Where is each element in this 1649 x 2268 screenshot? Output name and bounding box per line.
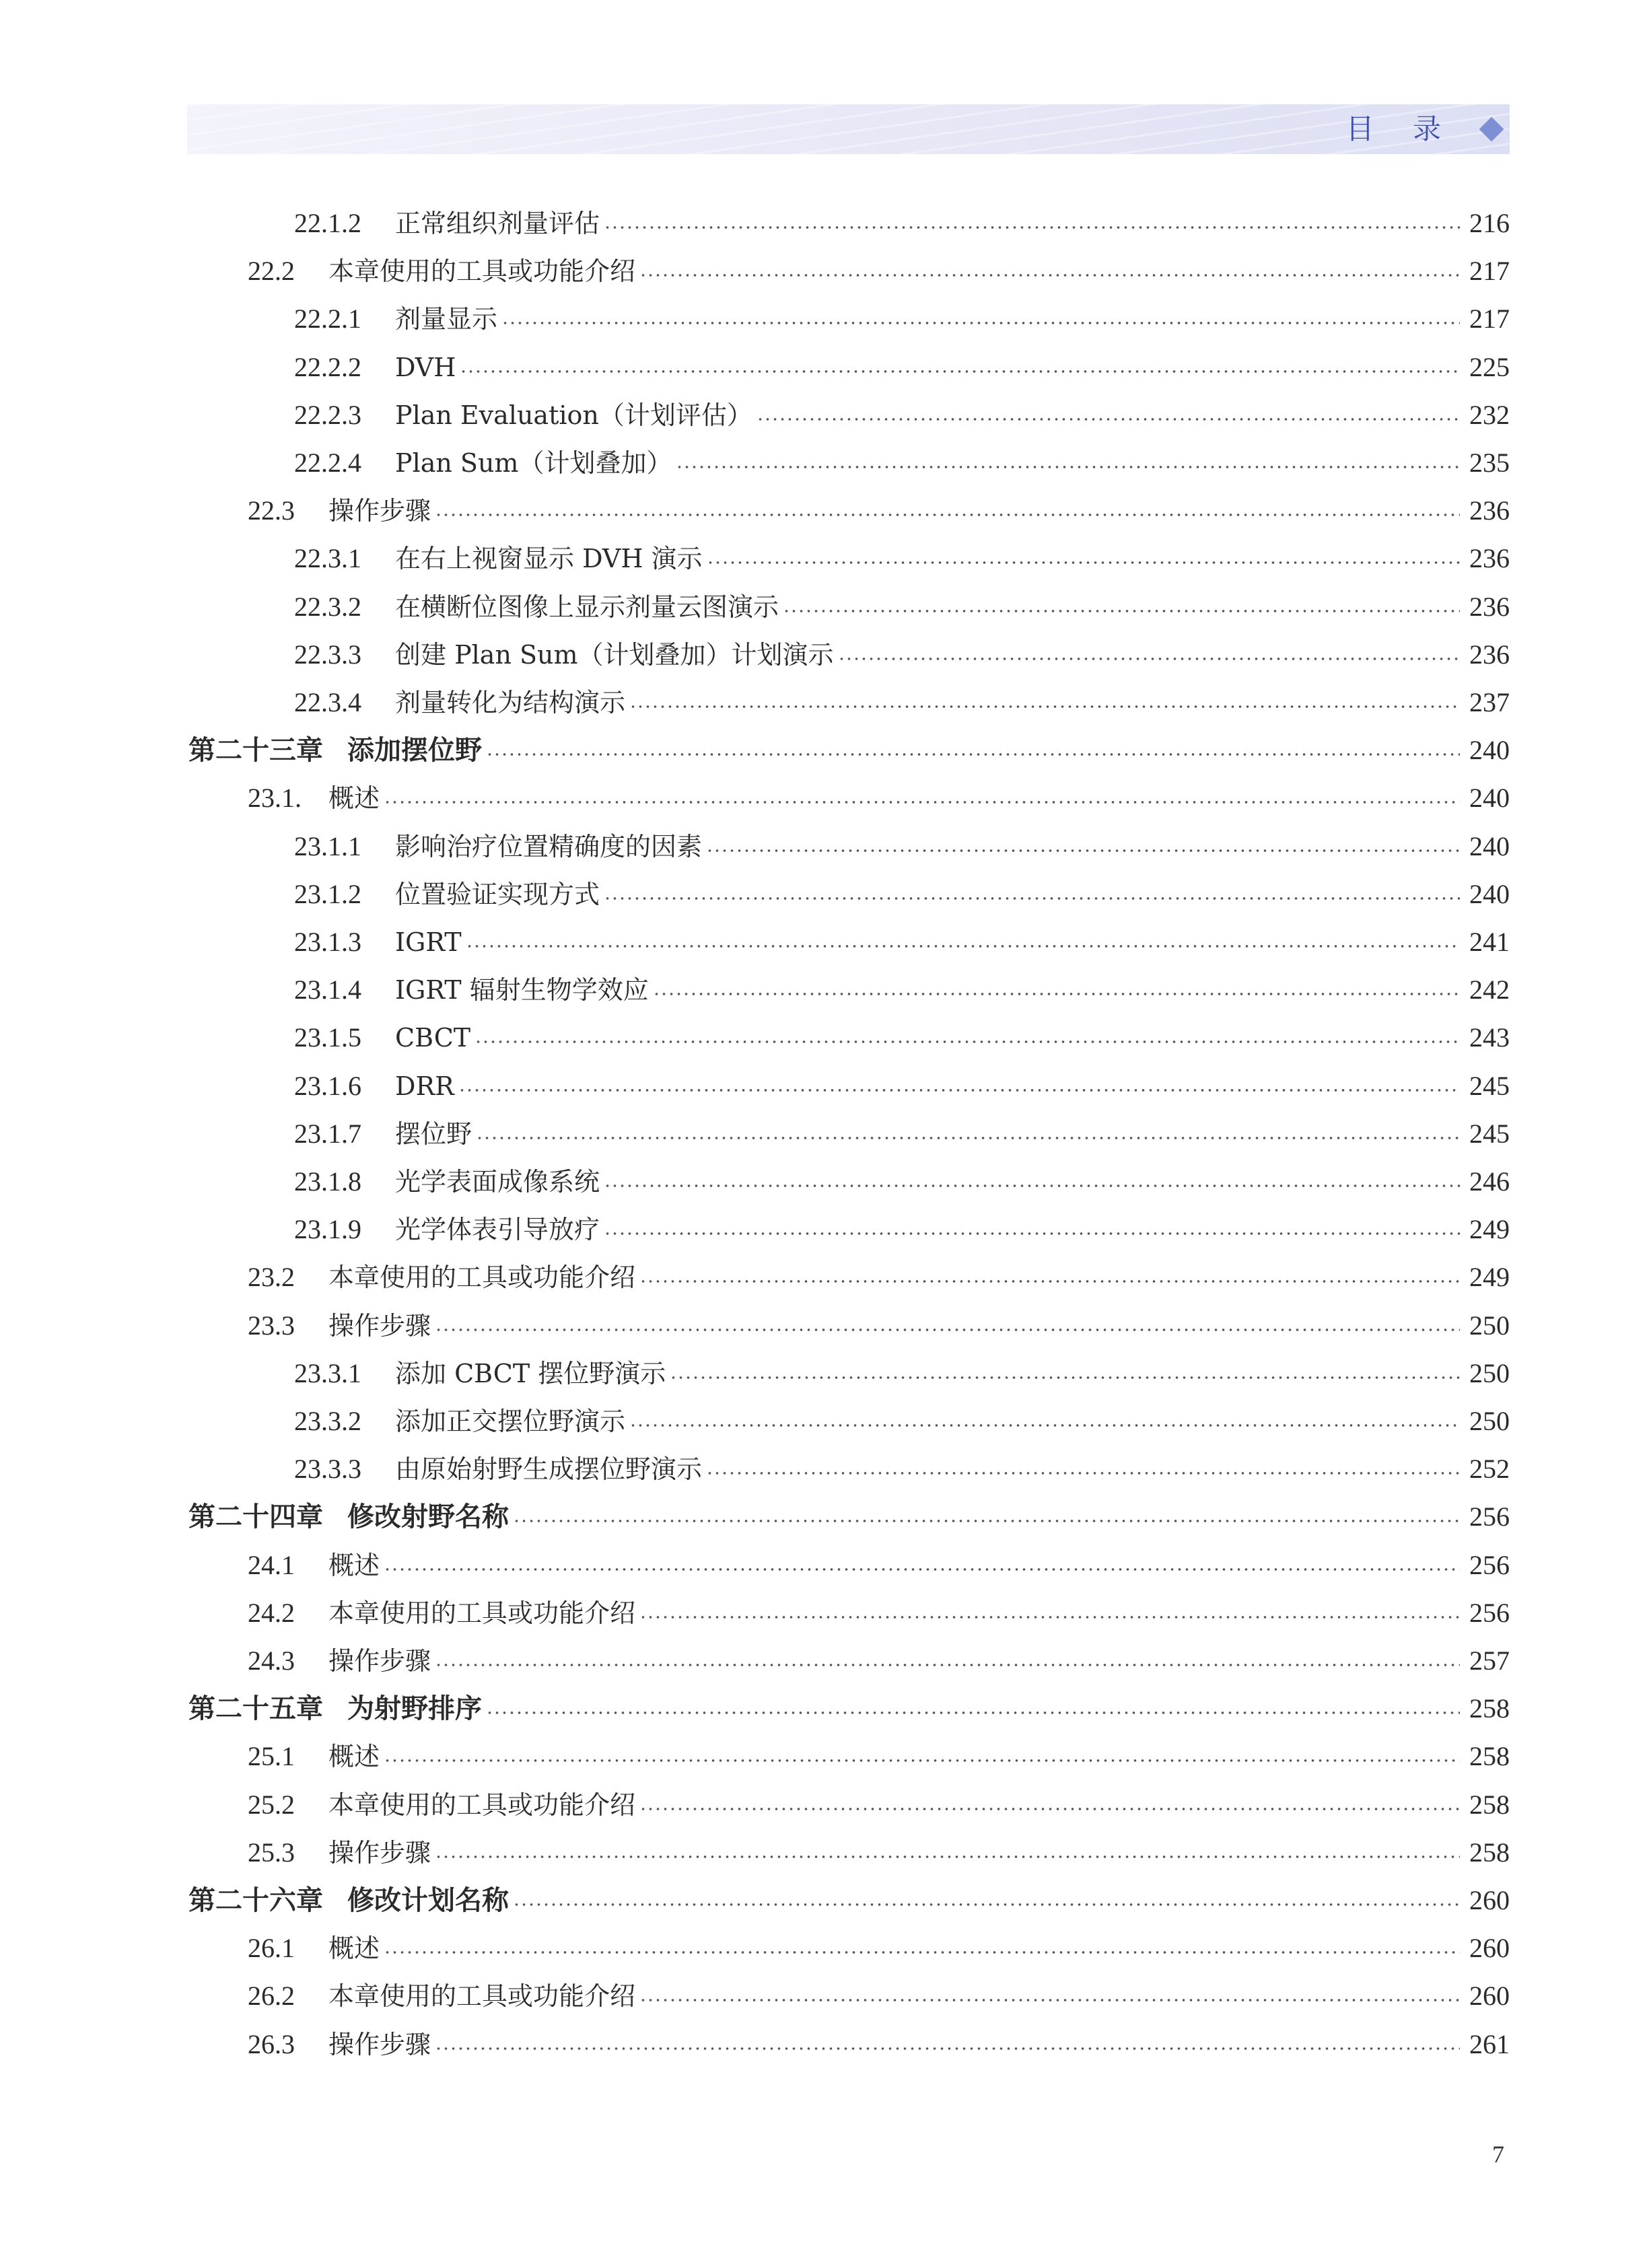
- toc-entry-page: 217: [1469, 256, 1510, 287]
- dot-leader: [384, 798, 1460, 806]
- toc-entry[interactable]: [0, 1254, 1649, 1295]
- toc-entry-number: 22.3.2: [294, 591, 361, 622]
- toc-entry-page: 235: [1469, 448, 1510, 478]
- toc-entry-number: 23.1.4: [294, 974, 361, 1005]
- toc-entry-number: 23.3.1: [294, 1357, 361, 1388]
- toc-entry-title: 操作步骤: [328, 1310, 431, 1341]
- toc-entry-page: 236: [1469, 591, 1510, 622]
- toc-entry-number: 22.3.4: [294, 687, 361, 717]
- toc-entry-page: 236: [1469, 543, 1510, 574]
- toc-entry-title: 剂量转化为结构演示: [395, 688, 626, 717]
- toc-entry-number: 22.3.1: [294, 543, 361, 574]
- toc-entry-page: 258: [1469, 1789, 1510, 1820]
- toc-entry-page: 258: [1469, 1741, 1510, 1772]
- dot-leader: [676, 463, 1460, 471]
- toc-entry-number: 23.3.3: [294, 1454, 361, 1485]
- toc-entry[interactable]: [0, 345, 1649, 385]
- toc-entry-number: 23.1.7: [294, 1118, 361, 1149]
- toc-entry[interactable]: [0, 1015, 1649, 1055]
- dot-leader: [486, 1709, 1460, 1717]
- toc-entry-number: 25.1: [248, 1741, 295, 1772]
- toc-entry-page: 250: [1469, 1310, 1510, 1341]
- dot-leader: [460, 367, 1460, 376]
- dot-leader: [706, 1469, 1460, 1477]
- toc-entry[interactable]: [0, 1830, 1649, 1870]
- toc-entry-number: 23.3.2: [294, 1406, 361, 1436]
- diamond-icon: [1479, 117, 1504, 142]
- toc-entry-title: 概述: [328, 783, 380, 814]
- toc-entry-page: 236: [1469, 495, 1510, 526]
- toc-entry-title: DRR: [395, 1071, 454, 1101]
- toc-entry-page: 249: [1469, 1262, 1510, 1293]
- toc-entry-number: 22.2.2: [294, 351, 361, 382]
- toc-entry-number: 22.1.2: [294, 208, 361, 238]
- toc-entry-page: 237: [1469, 687, 1510, 717]
- toc-entry-title: 本章使用的工具或功能介绍: [328, 1789, 636, 1820]
- toc-entry[interactable]: [0, 1111, 1649, 1151]
- toc-entry[interactable]: [0, 1159, 1649, 1199]
- header-title: 目 录: [1345, 112, 1456, 145]
- toc-entry-title: 添加正交摆位野演示: [395, 1407, 626, 1436]
- toc-entry[interactable]: [0, 632, 1649, 672]
- dot-leader: [604, 894, 1460, 902]
- toc-entry[interactable]: [0, 824, 1649, 864]
- toc-entry-number: 23.1.6: [294, 1070, 361, 1101]
- dot-leader: [475, 1038, 1460, 1046]
- toc-entry[interactable]: [0, 584, 1649, 625]
- toc-entry-title: 本章使用的工具或功能介绍: [328, 1598, 636, 1628]
- toc-entry-number: 23.1.5: [294, 1022, 361, 1053]
- toc-entry-number: 25.3: [248, 1837, 295, 1868]
- dot-leader: [706, 847, 1460, 855]
- toc-entry[interactable]: [0, 1782, 1649, 1822]
- toc-entry-number: 24.1: [248, 1549, 295, 1580]
- dot-leader: [707, 559, 1460, 567]
- toc-entry-title: 为射野排序: [347, 1693, 482, 1725]
- toc-entry[interactable]: [0, 1063, 1649, 1104]
- dot-leader: [639, 1996, 1460, 2004]
- dot-leader: [458, 1086, 1460, 1094]
- toc-entry-page: 245: [1469, 1118, 1510, 1149]
- dot-leader: [435, 511, 1460, 519]
- toc-entry-number: 第二十三章: [188, 735, 323, 767]
- dot-leader: [466, 942, 1460, 950]
- toc-entry[interactable]: [0, 1973, 1649, 2014]
- toc-entry-number: 23.1.2: [294, 878, 361, 909]
- toc-entry[interactable]: [0, 1398, 1649, 1439]
- toc-entry-title: 由原始射野生成摆位野演示: [395, 1454, 703, 1485]
- toc-entry-page: 256: [1469, 1501, 1510, 1532]
- toc-entry-number: 23.1.9: [294, 1214, 361, 1245]
- dot-leader: [384, 1757, 1460, 1765]
- toc-entry-page: 240: [1469, 830, 1510, 861]
- toc-entry-number: 22.2.4: [294, 448, 361, 478]
- toc-entry-title: 修改射野名称: [347, 1501, 509, 1533]
- toc-entry[interactable]: [0, 2022, 1649, 2062]
- toc-entry[interactable]: [0, 488, 1649, 528]
- toc-entry-title: CBCT: [395, 1023, 471, 1053]
- toc-entry-page: 258: [1469, 1693, 1510, 1724]
- toc-entry-page: 260: [1469, 1933, 1510, 1964]
- dot-leader: [604, 223, 1460, 232]
- toc-entry-page: 242: [1469, 974, 1510, 1005]
- dot-leader: [639, 1613, 1460, 1621]
- toc-entry-number: 23.1.: [248, 783, 302, 814]
- dot-leader: [783, 607, 1460, 615]
- dot-leader: [629, 703, 1460, 711]
- toc-entry-number: 第二十六章: [188, 1885, 323, 1916]
- toc-entry[interactable]: [0, 1878, 1649, 1918]
- toc-entry-title: 正常组织剂量评估: [395, 209, 600, 238]
- toc-entry-number: 23.3: [248, 1310, 295, 1341]
- dot-leader: [435, 1853, 1460, 1861]
- toc-entry-number: 22.2: [248, 256, 295, 287]
- dot-leader: [435, 1661, 1460, 1669]
- toc-entry-title: 光学表面成像系统: [395, 1167, 600, 1197]
- dot-leader: [670, 1374, 1460, 1382]
- toc-entry-title: 创建 Plan Sum（计划叠加）计划演示: [395, 639, 834, 670]
- toc-entry-page: 252: [1469, 1454, 1510, 1485]
- toc-entry-number: 26.1: [248, 1933, 295, 1964]
- toc-entry[interactable]: [0, 728, 1649, 768]
- dot-leader: [629, 1421, 1460, 1429]
- toc-entry-page: 256: [1469, 1597, 1510, 1628]
- dot-leader: [435, 2045, 1460, 2053]
- toc-entry-title: 影响治疗位置精确度的因素: [395, 831, 703, 861]
- toc-entry-page: 225: [1469, 351, 1510, 382]
- toc-entry-title: 修改计划名称: [347, 1885, 509, 1916]
- toc-entry[interactable]: [0, 872, 1649, 912]
- toc-entry-page: 260: [1469, 1885, 1510, 1915]
- dot-leader: [639, 271, 1460, 279]
- toc-entry-number: 24.3: [248, 1645, 295, 1676]
- toc-entry[interactable]: [0, 967, 1649, 1007]
- toc-entry-page: 240: [1469, 783, 1510, 814]
- dot-leader: [476, 1134, 1460, 1142]
- toc-entry[interactable]: [0, 1303, 1649, 1343]
- toc-entry[interactable]: [0, 536, 1649, 576]
- toc-entry-page: 236: [1469, 639, 1510, 670]
- toc-entry-title: IGRT: [395, 927, 462, 957]
- toc-entry-title: 操作步骤: [328, 1837, 431, 1868]
- toc-entry-number: 23.1.3: [294, 927, 361, 957]
- toc-entry[interactable]: [0, 1207, 1649, 1247]
- toc-entry[interactable]: [0, 1543, 1649, 1583]
- toc-entry-page: 258: [1469, 1837, 1510, 1868]
- dot-leader: [435, 1326, 1460, 1334]
- toc-entry-title: 概述: [328, 1934, 380, 1964]
- dot-leader: [513, 1517, 1460, 1525]
- dot-leader: [757, 415, 1460, 423]
- toc-entry-page: 232: [1469, 399, 1510, 430]
- toc-entry[interactable]: [0, 1734, 1649, 1774]
- dot-leader: [604, 1230, 1460, 1238]
- header-band: [187, 104, 1510, 154]
- toc-entry-page: 240: [1469, 878, 1510, 909]
- toc-entry-title: 摆位野: [395, 1119, 472, 1149]
- toc-entry-page: 241: [1469, 927, 1510, 957]
- toc-entry-number: 26.3: [248, 2028, 295, 2059]
- toc-entry[interactable]: [0, 392, 1649, 433]
- toc-entry-number: 22.2.3: [294, 399, 361, 430]
- toc-entry-title: 剂量显示: [395, 304, 498, 334]
- toc-entry[interactable]: [0, 440, 1649, 481]
- toc-entry-page: 240: [1469, 735, 1510, 766]
- toc-entry-page: 245: [1469, 1070, 1510, 1101]
- toc-entry[interactable]: [0, 248, 1649, 289]
- toc-entry-number: 第二十五章: [188, 1693, 323, 1725]
- dot-leader: [604, 1182, 1460, 1190]
- toc-entry-title: 概述: [328, 1550, 380, 1580]
- toc-entry-number: 第二十四章: [188, 1501, 323, 1533]
- dot-leader: [639, 1277, 1460, 1285]
- toc-entry-page: 256: [1469, 1549, 1510, 1580]
- toc-entry[interactable]: [0, 1590, 1649, 1631]
- toc-entry-number: 22.3: [248, 495, 295, 526]
- toc-entry[interactable]: [0, 1446, 1649, 1487]
- toc-entry-page: 249: [1469, 1214, 1510, 1245]
- toc-entry-title: 操作步骤: [328, 1646, 431, 1676]
- toc-entry[interactable]: [0, 1351, 1649, 1391]
- toc-entry-number: 23.1.8: [294, 1166, 361, 1197]
- toc-entry-number: 23.1.1: [294, 830, 361, 861]
- toc-entry-page: 246: [1469, 1166, 1510, 1197]
- dot-leader: [639, 1805, 1460, 1813]
- toc-entry-title: 位置验证实现方式: [395, 879, 600, 909]
- toc-entry-page: 216: [1469, 208, 1510, 238]
- toc-entry-number: 23.2: [248, 1262, 295, 1293]
- dot-leader: [501, 319, 1460, 327]
- toc-entry-title: 本章使用的工具或功能介绍: [328, 256, 636, 287]
- toc-entry-page: 243: [1469, 1022, 1510, 1053]
- toc-entry-title: 操作步骤: [328, 496, 431, 526]
- toc-entry[interactable]: [0, 201, 1649, 241]
- toc-entry-title: IGRT 辐射生物学效应: [395, 975, 649, 1005]
- toc-entry-title: Plan Sum（计划叠加）: [395, 448, 672, 478]
- toc-entry-page: 250: [1469, 1406, 1510, 1436]
- toc-entry[interactable]: [0, 296, 1649, 336]
- toc-entry[interactable]: [0, 919, 1649, 960]
- toc-entry-title: Plan Evaluation（计划评估）: [395, 400, 752, 430]
- toc-entry-number: 24.2: [248, 1597, 295, 1628]
- toc-entry-title: 光学体表引导放疗: [395, 1215, 600, 1245]
- toc-entry-number: 25.2: [248, 1789, 295, 1820]
- toc-entry-number: 26.2: [248, 1981, 295, 2012]
- toc-entry-title: DVH: [395, 352, 456, 382]
- toc-entry[interactable]: [0, 775, 1649, 816]
- toc-entry-title: 添加 CBCT 摆位野演示: [395, 1358, 666, 1388]
- toc-entry-title: 在右上视窗显示 DVH 演示: [395, 544, 703, 574]
- toc-entry-page: 250: [1469, 1357, 1510, 1388]
- toc-entry[interactable]: [0, 1686, 1649, 1726]
- toc-entry-page: 260: [1469, 1981, 1510, 2012]
- page-number: 7: [1492, 2141, 1504, 2168]
- toc-entry-page: 217: [1469, 304, 1510, 334]
- toc-entry-page: 261: [1469, 2028, 1510, 2059]
- toc-entry-page: 257: [1469, 1645, 1510, 1676]
- dot-leader: [384, 1565, 1460, 1573]
- toc-entry[interactable]: [0, 1925, 1649, 1966]
- toc-entry-title: 在横断位图像上显示剂量云图演示: [395, 592, 779, 622]
- toc-entry[interactable]: [0, 680, 1649, 720]
- toc-entry-title: 操作步骤: [328, 2029, 431, 2059]
- dot-leader: [486, 750, 1460, 758]
- toc-entry-title: 本章使用的工具或功能介绍: [328, 1981, 636, 2012]
- toc-entry-number: 22.2.1: [294, 304, 361, 334]
- toc-entry[interactable]: [0, 1494, 1649, 1534]
- toc-entry-title: 概述: [328, 1742, 380, 1772]
- dot-leader: [653, 990, 1460, 998]
- toc-entry-title: 本章使用的工具或功能介绍: [328, 1263, 636, 1293]
- toc-entry-title: 添加摆位野: [347, 735, 482, 767]
- dot-leader: [384, 1948, 1460, 1956]
- toc-entry-number: 22.3.3: [294, 639, 361, 670]
- dot-leader: [838, 655, 1460, 663]
- dot-leader: [513, 1901, 1460, 1909]
- toc-entry[interactable]: [0, 1638, 1649, 1678]
